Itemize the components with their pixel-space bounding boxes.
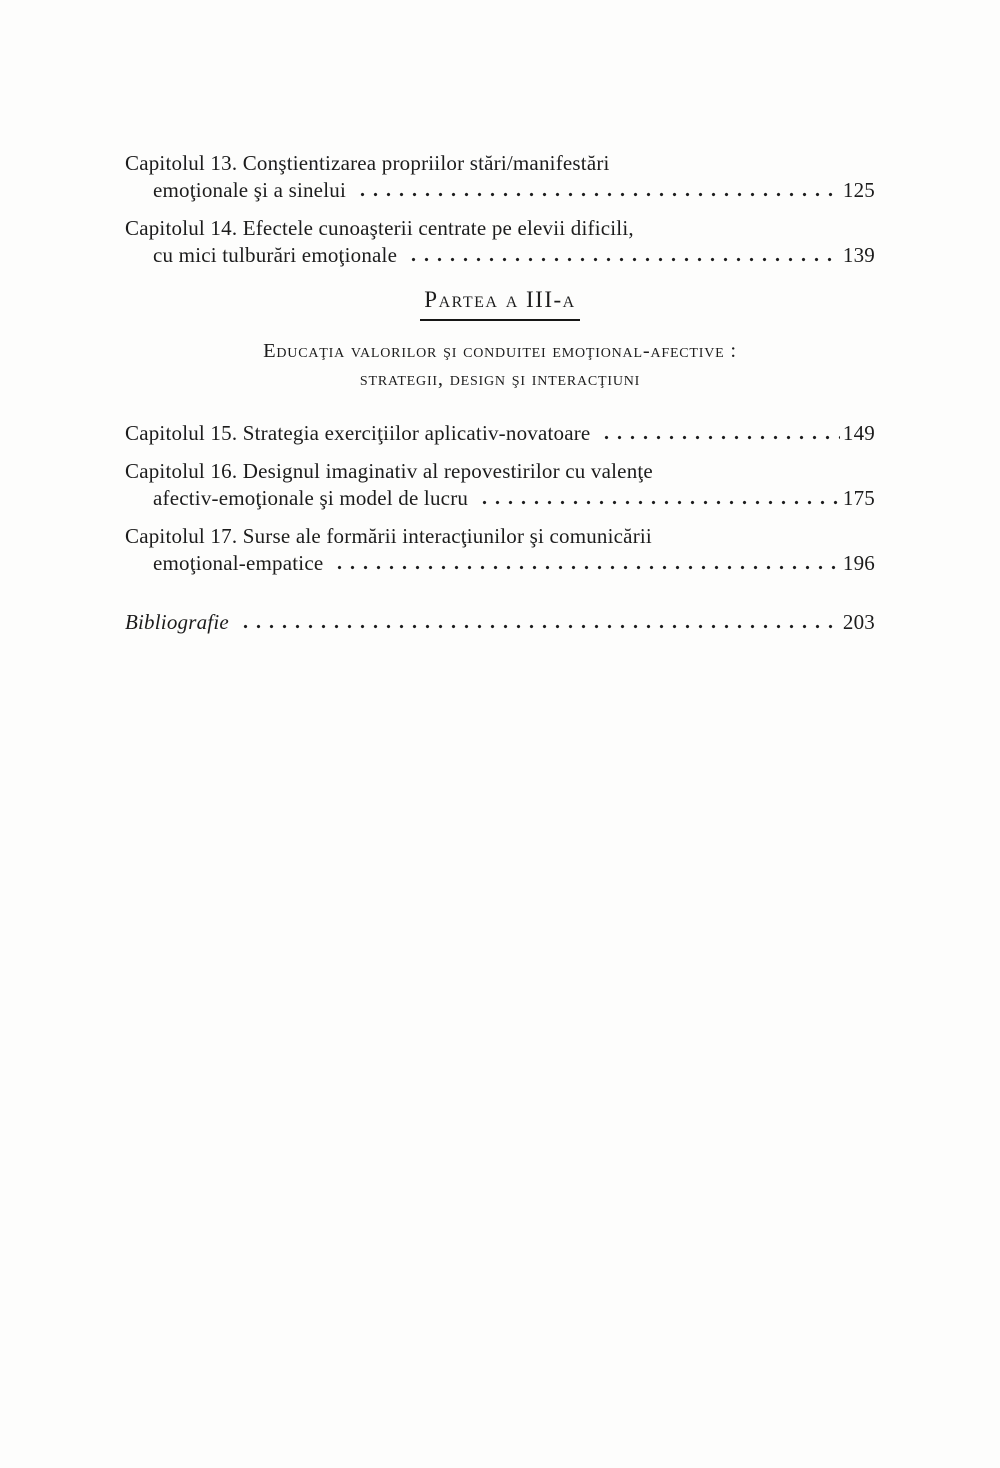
chapter-16-title-continuation: afectiv-emoţionale şi model de lucru xyxy=(153,486,469,510)
toc-entry-chapter-13 xyxy=(125,150,875,204)
chapter-17-title-continuation: emoţional-empatice xyxy=(153,551,324,575)
part-heading xyxy=(125,287,875,393)
chapter-16-title: Capitolul 16. Designul imaginativ al repovestirilor cu valenţe xyxy=(125,459,653,483)
chapter-15-page-number: 149 xyxy=(842,421,875,445)
toc-entry-continuation-line xyxy=(125,177,875,204)
toc-entry-title-line xyxy=(125,215,875,242)
dot-leader xyxy=(237,624,840,629)
toc-entry-chapter-16 xyxy=(125,458,875,512)
toc-section-part3 xyxy=(125,420,875,577)
dot-leader xyxy=(598,435,839,440)
chapter-17-title: Capitolul 17. Surse ale formării interacţiunilor şi comunicării xyxy=(125,524,652,548)
toc-entry-title-line xyxy=(125,420,875,447)
toc-entry-title-line xyxy=(125,609,875,636)
toc-entry-continuation-line xyxy=(125,550,875,577)
chapter-13-title-continuation: emoţionale şi a sinelui xyxy=(153,178,346,202)
part-title-line xyxy=(125,287,875,321)
dot-leader xyxy=(331,565,840,570)
toc-entry-bibliography xyxy=(125,609,875,636)
dot-leader xyxy=(405,257,840,262)
bibliography-label: Bibliografie xyxy=(125,610,229,634)
chapter-14-title: Capitolul 14. Efectele cunoaşterii centrate pe elevii dificili, xyxy=(125,216,634,240)
dot-leader xyxy=(476,500,840,505)
chapter-15-title: Capitolul 15. Strategia exerciţiilor aplicativ-novatoare xyxy=(125,421,591,445)
toc-entry-chapter-14 xyxy=(125,215,875,269)
toc-section-top xyxy=(125,150,875,269)
toc-entry-chapter-17 xyxy=(125,523,875,577)
toc-entry-continuation-line xyxy=(125,485,875,512)
toc-entry-title-line xyxy=(125,523,875,550)
toc-entry-chapter-15 xyxy=(125,420,875,447)
bibliography-page-number: 203 xyxy=(842,610,875,634)
dot-leader xyxy=(354,192,840,197)
table-of-contents xyxy=(0,0,1000,636)
chapter-13-page-number: 125 xyxy=(842,178,875,202)
chapter-14-title-continuation: cu mici tulburări emoţionale xyxy=(153,243,398,267)
chapter-17-page-number: 196 xyxy=(842,551,875,575)
toc-entry-continuation-line xyxy=(125,242,875,269)
chapter-14-page-number: 139 xyxy=(842,243,875,267)
toc-entry-title-line xyxy=(125,458,875,485)
part-subtitle-line-2: strategii, design şi interacţiuni xyxy=(359,368,641,390)
chapter-13-title: Capitolul 13. Conştientizarea propriilor stări/manifestări xyxy=(125,151,610,175)
part-title: Partea a III-a xyxy=(420,287,579,321)
chapter-16-page-number: 175 xyxy=(842,486,875,510)
toc-entry-title-line xyxy=(125,150,875,177)
part-subtitle-line-1: Educaţia valorilor şi conduitei emoţional-afective : xyxy=(263,340,737,362)
